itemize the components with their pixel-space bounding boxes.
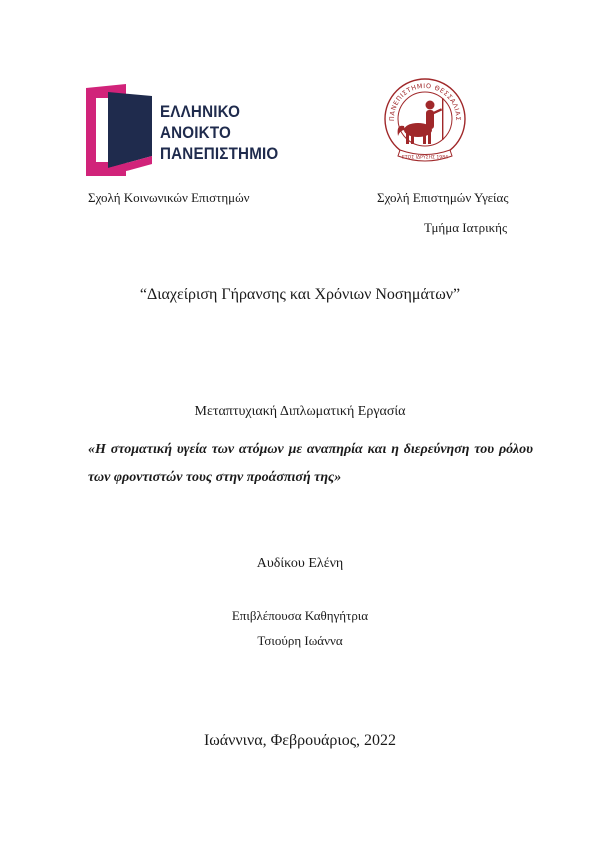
- department: Τμήμα Ιατρικής: [424, 220, 508, 235]
- seal-ring-text: ΠΑΝΕΠΙΣΤΗΜΙΟ ΘΕΣΣΑΛΙΑΣ: [387, 81, 463, 122]
- author: Αυδίκου Ελένη: [256, 556, 344, 571]
- centaur-seal-icon: [380, 70, 470, 172]
- place-date: Ιωάννινα, Φεβρουάριος, 2022: [203, 732, 397, 749]
- thesis-title: «Η στοματική υγεία των ατόμων με αναπηρία και η διερεύνηση του ρόλου των φροντιστών τους στην προάσπισή της»: [88, 442, 533, 485]
- eap-logo-text: ΕΛΛΗΝΙΚΟ ΑΝΟΙΚΤΟ ΠΑΝΕΠΙΣΤΗΜΙΟ: [160, 103, 279, 163]
- eap-logo: [86, 84, 279, 176]
- program-title: “Διαχείριση Γήρανσης και Χρόνιων Νοσημάτων”: [139, 286, 461, 303]
- school-left: Σχολή Κοινωνικών Επιστημών: [88, 190, 250, 205]
- school-right: Σχολή Επιστημών Υγείας: [377, 190, 509, 205]
- supervisor-label: Επιβλέπουσα Καθηγήτρια: [231, 608, 369, 623]
- thesis-type: Μεταπτυχιακή Διπλωματική Εργασία: [194, 404, 406, 419]
- supervisor-name: Τσιούρη Ιωάννα: [257, 633, 343, 648]
- seal-banner-text: ΕΤΟΣ ΙΔΡΥΣΗΣ 1984: [401, 155, 449, 161]
- eap-logo-icon: [86, 84, 152, 176]
